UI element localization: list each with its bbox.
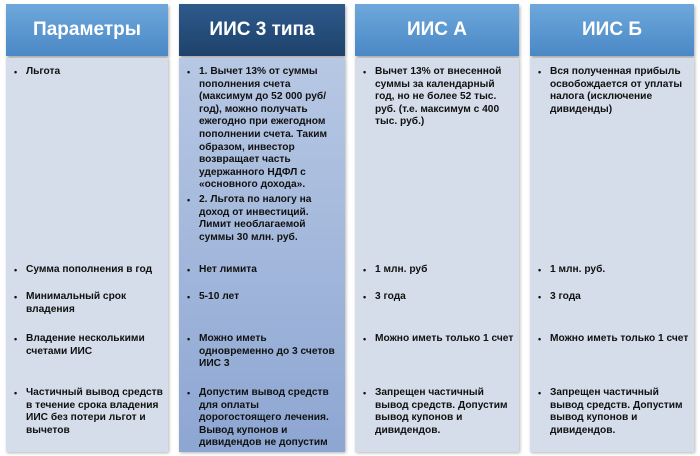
iis3-annual-deposit: • Нет лимита	[187, 264, 257, 275]
iisa-multiple-accounts: • Можно иметь только 1 счет	[363, 333, 514, 344]
iisa-benefit: • Вычет 13% от внесенной суммы за календарный год, но не более 52 тыс. руб. (т.е. максимум с 400 тыс. руб.)	[363, 66, 502, 128]
iisa-annual-deposit: • 1 млн. руб	[363, 264, 428, 275]
iisb-partial-withdrawal: • Запрещен частичный вывод средств. Допустим вывод купонов и дивидендов.	[538, 387, 683, 436]
column-iis-type-3	[179, 58, 345, 452]
column-parameters	[6, 58, 168, 452]
param-min-term: • Минимальный срок владения	[14, 291, 127, 315]
param-multiple-accounts: • Владение несколькими счетами ИИС	[14, 333, 145, 357]
iis3-benefit-2: • 2. Льгота по налогу на доход от инвестиций. Лимит необлагаемой суммы 30 млн. руб.	[187, 194, 312, 243]
iisb-annual-deposit: • 1 млн. руб.	[538, 264, 606, 275]
header-iis-a: ИИС А	[355, 4, 519, 56]
iis3-min-term: • 5-10 лет	[187, 291, 240, 302]
iisb-benefit: • Вся полученная прибыль освобождается от уплаты налога (исключение дивиденды)	[538, 66, 683, 115]
column-iis-a	[355, 58, 519, 452]
iisa-partial-withdrawal: • Запрещен частичный вывод средств. Допустим вывод купонов и дивидендов.	[363, 387, 508, 436]
header-iis-type-3: ИИС 3 типа	[179, 4, 345, 56]
iis3-partial-withdrawal: • Допустим вывод средств для оплаты дорогостоящего лечения. Вывод купонов и дивидендов не допустим	[187, 387, 329, 449]
param-partial-withdrawal: • Частичный вывод средств в течение срока владения ИИС без потери льгот и вычетов	[14, 387, 163, 436]
iisa-min-term: • 3 года	[363, 291, 406, 302]
iis3-benefit-1: • 1. Вычет 13% от суммы пополнения счета (максимум до 52 000 руб/год), можно получать ежегодно при ежегодном пополнении счета. Таким образом, инвестор возвращает часть удержанного НДФЛ с «основного дохода».	[187, 66, 327, 191]
header-iis-b: ИИС Б	[530, 4, 694, 56]
header-parameters: Параметры	[6, 4, 168, 56]
column-iis-b	[530, 58, 694, 452]
param-annual-deposit: • Сумма пополнения в год	[14, 264, 153, 275]
iisb-multiple-accounts: • Можно иметь только 1 счет	[538, 333, 689, 344]
iisb-min-term: • 3 года	[538, 291, 581, 302]
param-benefit: • Льгота	[14, 66, 61, 77]
iis3-multiple-accounts: • Можно иметь одновременно до 3 счетов ИИС 3	[187, 333, 335, 370]
